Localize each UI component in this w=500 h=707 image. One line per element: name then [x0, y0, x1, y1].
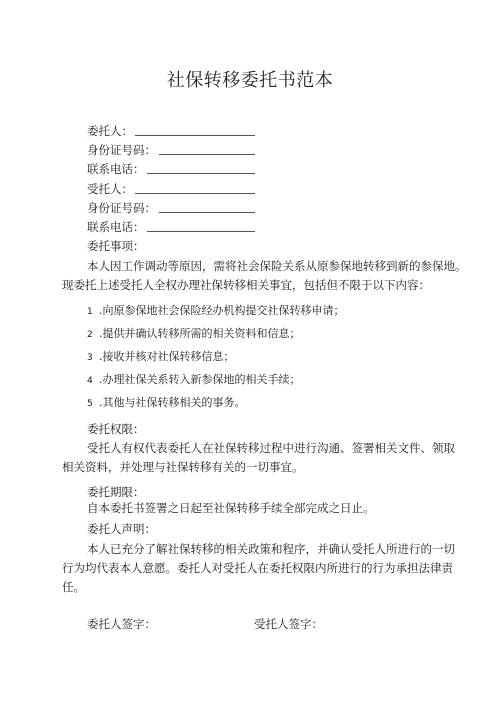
- field-label: 联系电话：: [87, 220, 145, 234]
- item-number: 4: [87, 376, 93, 386]
- statement-line-3: 任。: [62, 580, 85, 594]
- principal-signature-label: 委托人签字：: [87, 617, 156, 631]
- blank-line[interactable]: [159, 201, 255, 213]
- agent-signature-label: 受托人签字：: [254, 617, 323, 631]
- blank-line[interactable]: [135, 182, 255, 194]
- period-heading: 委托期限：: [87, 485, 145, 499]
- field-label: 委托人：: [87, 124, 133, 138]
- item-text: .提供并确认转移所需的相关资料和信息；: [99, 327, 301, 340]
- principal-id-field: [87, 143, 156, 157]
- field-label: 身份证号码：: [87, 201, 156, 215]
- intro-line-2: 现委托上述受托人全权办理社保转移相关事宜，包括但不限于以下内容：: [62, 278, 430, 292]
- period-text: 自本委托书签署之日起至社保转移手续全部完成之日止。: [87, 501, 375, 515]
- item-text: .接收并核对社保转移信息；: [99, 350, 235, 363]
- list-item: [87, 371, 301, 387]
- item-number: 1: [87, 307, 93, 317]
- item-text: .向原参保地社会保险经办机构提交社保转移申请；: [99, 304, 345, 317]
- agent-id-field: [87, 201, 156, 215]
- blank-line[interactable]: [135, 124, 255, 136]
- authority-line-2: 相关资料，并处理与社保转移有关的一切事宜。: [62, 460, 304, 474]
- statement-heading: 委托人声明：: [87, 522, 156, 536]
- list-item: [87, 348, 235, 364]
- agent-field: [87, 182, 133, 196]
- matters-heading: 委托事项：: [87, 239, 145, 253]
- item-number: 2: [87, 330, 93, 340]
- principal-phone-field: [87, 162, 145, 176]
- field-label: 身份证号码：: [87, 143, 156, 157]
- blank-line[interactable]: [147, 162, 255, 174]
- statement-line-1: 本人已充分了解社保转移的相关政策和程序，并确认受托人所进行的一切: [87, 542, 455, 556]
- item-number: 3: [87, 353, 93, 363]
- item-text: .其他与社保转移相关的事务。: [99, 396, 246, 409]
- field-label: 受托人：: [87, 182, 133, 196]
- principal-field: [87, 124, 133, 138]
- blank-line[interactable]: [159, 143, 255, 155]
- intro-line-1: 本人因工作调动等原因，需将社会保险关系从原参保地转移到新的参保地。: [87, 259, 467, 273]
- list-item: [87, 394, 246, 410]
- item-number: 5: [87, 399, 93, 409]
- item-text: .办理社保关系转入新参保地的相关手续；: [99, 373, 301, 386]
- list-item: [87, 302, 345, 318]
- authority-heading: 委托权限：: [87, 422, 145, 436]
- blank-line[interactable]: [147, 220, 255, 232]
- field-label: 联系电话：: [87, 162, 145, 176]
- statement-line-2: 行为均代表本人意愿。委托人对受托人在委托权限内所进行的行为承担法律责: [62, 561, 453, 575]
- authority-line-1: 受托人有权代表委托人在社保转移过程中进行沟通、签署相关文件、领取: [87, 441, 455, 455]
- agent-phone-field: [87, 220, 145, 234]
- list-item: [87, 325, 301, 341]
- document-title: 社保转移委托书范本: [166, 70, 334, 91]
